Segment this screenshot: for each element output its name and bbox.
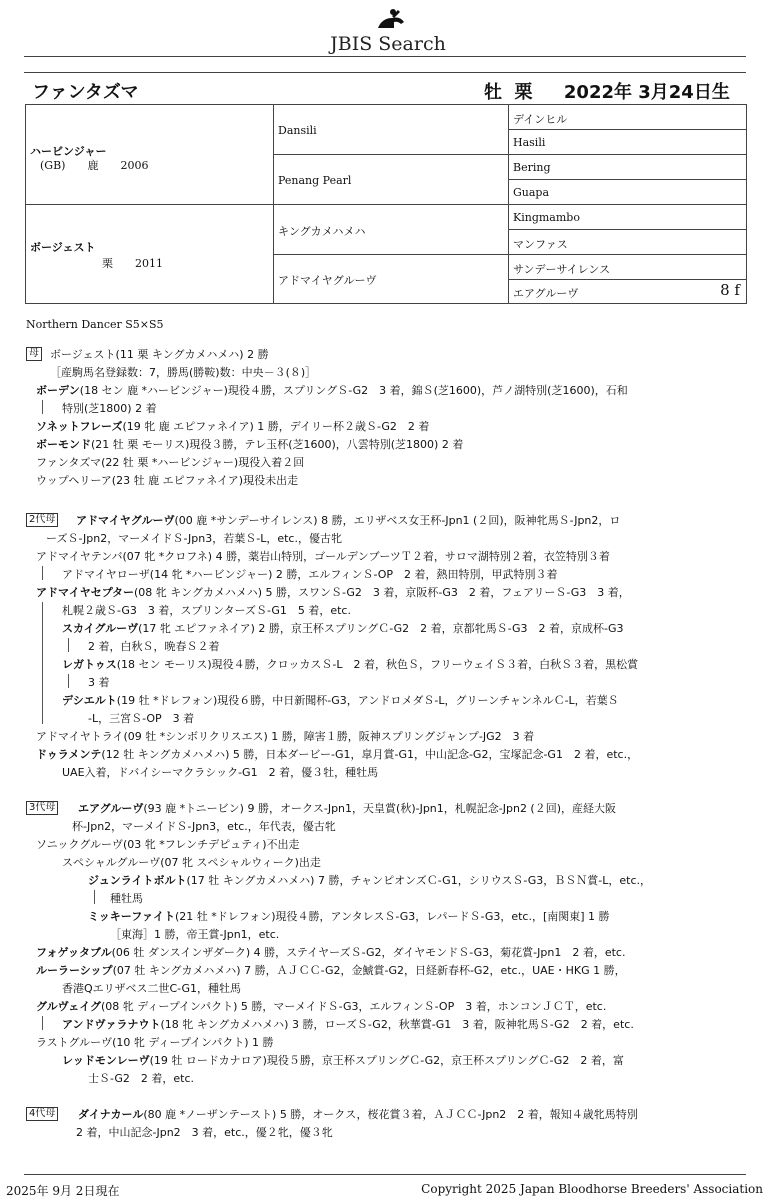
entry-line [88, 908, 610, 924]
header-rule-2 [24, 72, 746, 73]
entry-line [88, 710, 194, 726]
entry-text: 3 着 [88, 676, 110, 689]
entry-line [110, 890, 143, 906]
entry-text: ファンタズマ(22 牡 栗 *ハービンジャー)現役入着２回 [36, 456, 305, 469]
entry-line [88, 872, 651, 888]
horse-name-bold: エアグルーヴ [78, 802, 144, 815]
sire-name: ハービンジャー [30, 145, 107, 158]
footer-date: 2025年 9月 2日現在 [6, 1184, 120, 1198]
entry-line [62, 400, 157, 416]
header-rule [24, 56, 746, 57]
pedigree-sire-cell [26, 105, 274, 205]
entry-text: (93 鹿 *トニービン) 9 勝，オークス-Jpn1，天皇賞(秋)-Jpn1，札幌記念-Jpn2 (２回)，産経大阪 [143, 802, 617, 815]
dam-info: 栗 2011 [102, 257, 163, 270]
entry-line [88, 674, 110, 690]
sire-dam-name: Penang Pearl [278, 174, 352, 187]
entry-line [36, 728, 534, 744]
entry-line [36, 584, 630, 600]
pedigree-g3-cell [509, 155, 746, 180]
indent-bar [42, 1016, 43, 1030]
entry-text: スペシャルグルーヴ(07 牝 スペシャルウィーク)出走 [62, 856, 321, 869]
entry-text: (08 牝 キングカメハメハ) 5 勝，スワンＳ-G2 3 着，京阪杯-G3 2 着，フェアリーＳ-G3 3 着， [134, 586, 630, 599]
horse-name-bold: ジュンライトボルト [88, 874, 187, 887]
entry-line [36, 454, 304, 470]
entry-line [76, 1124, 333, 1140]
entry-text: 札幌２歳Ｓ-G3 3 着，スプリンターズＳ-G1 5 着，etc. [62, 604, 351, 617]
sire-sire-name: Dansili [278, 124, 317, 137]
entry-line [62, 620, 624, 636]
entry-text: (08 牝 ディープインパクト) 5 勝，マーメイドＳ-G3，エルフィンＳ-OP 3 着，ホンコンＪＣＴ，etc. [101, 1000, 607, 1013]
dam-sire-name: キングカメハメハ [278, 225, 366, 238]
entry-text: (19 牡 ロードカナロア)現役５勝，京王杯スプリングＣ-G2，京王杯スプリングＣ-G2 2 着，富 [149, 1054, 624, 1067]
jbis-logo [0, 6, 775, 56]
entry-text: 種牡馬 [110, 892, 143, 905]
entry-line [36, 746, 638, 762]
entry-text: (19 牝 鹿 エピファネイア) 1 勝，デイリー杯２歳Ｓ-G2 2 着 [122, 420, 430, 433]
pedigree-g3-cell [509, 230, 746, 255]
pedigree-g3-cell [509, 180, 746, 205]
entry-text: ソニックグルーヴ(03 牝 *フレンチデピュティ)不出走 [36, 838, 300, 851]
horse-color: 栗 [514, 82, 533, 103]
dam-dam-name: アドマイヤグルーヴ [278, 274, 377, 287]
horse-name-bold: レッドモンレーヴ [62, 1054, 150, 1067]
entry-line [36, 436, 463, 452]
entry-text: ［東海］1 勝，帝王賞-Jpn1，etc. [110, 928, 280, 941]
entry-line [62, 854, 321, 870]
entry-text: アドマイヤローザ(14 牝 *ハービンジャー) 2 勝，エルフィンＳ-OP 2 着，熱田特別，甲武特別３着 [62, 568, 558, 581]
entry-text: 杯-Jpn2，マーメイドＳ-Jpn3，etc.，年代表，優古牝 [72, 820, 336, 833]
pedigree-sire-sire-cell [274, 105, 509, 155]
entry-text: ウップヘリーア(23 牡 鹿 エピファネイア)現役未出走 [36, 474, 299, 487]
horse-name-bold: ドゥラメンテ [36, 748, 102, 761]
entry-text: 2 着，白秋Ｓ，晩春Ｓ２着 [88, 640, 220, 653]
entry-line [36, 548, 610, 564]
horse-name-bold: ソネットフレーズ [36, 420, 123, 433]
horse-name-bold: ボーモンド [36, 438, 91, 451]
entry-text: UAE入着，ドバイシーマクラシック-G1 2 着，優３牡，種牡馬 [62, 766, 379, 779]
entry-line [62, 980, 241, 996]
entry-line [36, 382, 628, 398]
entry-line [62, 602, 351, 618]
g3-name: デインヒル [513, 113, 568, 126]
entry-line [110, 926, 279, 942]
g3-name: Guapa [513, 186, 550, 199]
horse-name-bold: ボーデン [36, 384, 80, 397]
horse-name-bold: デシエルト [62, 694, 117, 707]
entry-text: (17 牝 エピファネイア) 2 勝，京王杯スプリングＣ-G2 2 着，京都牝馬Ｓ-G3 2 着，京成杯-G3 [138, 622, 624, 635]
pedigree-dam-sire-cell [274, 205, 509, 255]
g3-name: Bering [513, 161, 551, 174]
indent-bar [68, 638, 69, 652]
horse-sex: 牡 [484, 82, 502, 103]
entry-text: ボージェスト(11 栗 キングカメハメハ) 2 勝 [50, 348, 269, 361]
indent-bar [42, 400, 43, 414]
entry-text: 士Ｓ-G2 2 着，etc. [88, 1072, 195, 1085]
entry-line [88, 638, 220, 654]
entry-text: (18 セン モーリス)現役４勝，クロッカスＳ-L 2 着，秋色Ｓ，フリーウェイＳ３着，白秋Ｓ３着，黒松賞 [116, 658, 639, 671]
entry-line [78, 1106, 638, 1122]
entry-text: アドマイヤテンバ(07 牝 *クロフネ) 4 勝，薬岩山特別，ゴールデンブーツＴ２着，サロマ湖特別２着，衣笠特別３着 [36, 550, 610, 563]
entry-text: (80 鹿 *ノーザンテースト) 5 勝，オークス，桜花賞３着，ＡＪＣＣ-Jpn2 2 着，報知４歳牝馬特別 [143, 1108, 638, 1121]
logo-text: JBIS Search [329, 33, 446, 55]
dam-name: ボージェスト [30, 241, 96, 254]
entry-text: アドマイヤトライ(09 牡 *シンボリクリスエス) 1 勝，障害１勝，阪神スプリングジャンプ-JG2 3 着 [36, 730, 535, 743]
pedigree-g3-cell [509, 205, 746, 230]
indent-bar [68, 674, 69, 688]
horse-name-bold: アドマイヤグルーヴ [76, 514, 175, 527]
entry-line [36, 962, 626, 978]
indent-bar [42, 566, 43, 580]
entry-text: (18 セン 鹿 *ハービンジャー)現役４勝，スプリングＳ-G2 3 着，錦Ｓ(芝1600)，芦ノ湖特別(芝1600)，石和 [79, 384, 628, 397]
entry-text: (12 牡 キングカメハメハ) 5 勝，日本ダービー-G1，皐月賞-G1，中山記念-G2，宝塚記念-G1 2 着，etc.， [101, 748, 639, 761]
entry-line [36, 1034, 274, 1050]
pedigree-sire-dam-cell [274, 155, 509, 205]
entry-text: (18 牝 キングカメハメハ) 3 勝，ローズＳ-G2，秋華賞-G1 3 着，阪神牝馬Ｓ-G2 2 着，etc. [160, 1018, 634, 1031]
horse-meta [484, 78, 730, 104]
entry-line [62, 656, 638, 672]
section-tag: 2代母 [26, 512, 64, 527]
entry-text: (21 牡 栗 モーリス)現役３勝，テレ玉杯(芝1600)，八雲特別(芝1800) 2 着 [91, 438, 464, 451]
horse-name-bold: フォゲッタブル [36, 946, 112, 959]
sire-info: (GB) 鹿 2006 [40, 159, 149, 172]
pedigree-g3-cell [509, 105, 746, 130]
entry-line [50, 346, 269, 362]
entry-text: (07 牡 キングカメハメハ) 7 勝，ＡＪＣＣ-G2，金鯱賞-G2，日経新春杯-G2，etc.，UAE・HKG 1 勝， [112, 964, 626, 977]
entry-text: (19 牡 *ドレフォン)現役６勝，中日新聞杯-G3，アンドロメダＳ-L，グリーンチャンネルＣ-L，若葉Ｓ [116, 694, 619, 707]
entry-line [62, 566, 558, 582]
entry-line [36, 998, 606, 1014]
g3-name: Hasili [513, 136, 546, 149]
entry-text: 香港Qエリザベス二世C-G1，種牡馬 [62, 982, 242, 995]
entry-text: (17 牡 キングカメハメハ) 7 勝，チャンピオンズＣ-G1，シリウスＳ-G3，ＢＳＮ賞-L，etc.， [186, 874, 651, 887]
pedigree-table [25, 104, 747, 304]
horse-name-bold: アドマイヤセプター [36, 586, 135, 599]
entry-text: ［産駒馬名登録数：7，勝馬(勝鞍)数：中央－３(８)］ [50, 366, 317, 379]
horse-name-bold: グルヴェイグ [36, 1000, 102, 1013]
entry-line [50, 364, 316, 380]
section-tag: 3代母 [26, 800, 64, 815]
g3-name: マンファス [513, 238, 568, 251]
entry-line [76, 512, 620, 528]
footer-rule [24, 1174, 746, 1175]
entry-text: ラストグルーヴ(10 牝 ディープインパクト) 1 勝 [36, 1036, 274, 1049]
entry-line [62, 1052, 624, 1068]
entry-text: ーズＳ-Jpn2，マーメイドＳ-Jpn3，若葉Ｓ-L，etc.，優古牝 [46, 532, 342, 545]
entry-text: 特別(芝1800) 2 着 [62, 402, 157, 415]
entry-text: 2 着，中山記念-Jpn2 3 着，etc.，優２牝，優３牝 [76, 1126, 333, 1139]
pedigree-g3-cell [509, 130, 746, 155]
horse-rider-icon [378, 9, 404, 28]
g3-name: サンデーサイレンス [513, 263, 611, 276]
pedigree-g3-cell [509, 280, 746, 303]
section-tag: 母 [26, 346, 48, 361]
entry-line [72, 818, 336, 834]
indent-bar [94, 890, 95, 904]
inbreeding-note: Northern Dancer S5×S5 [26, 318, 164, 331]
horse-birth: 2022年 3月24日生 [563, 82, 730, 103]
entry-line [88, 1070, 194, 1086]
entry-text: (00 鹿 *サンデーサイレンス) 8 勝，エリザベス女王杯-Jpn1 (２回)，阪神牝馬Ｓ-Jpn2，ロ [174, 514, 621, 527]
horse-name-bold: レガトゥス [62, 658, 117, 671]
g3-name: Kingmambo [513, 211, 580, 224]
pedigree-dam-dam-cell [274, 255, 509, 303]
footer-copyright: Copyright 2025 Japan Bloodhorse Breeders' Association [421, 1182, 763, 1196]
horse-name-bold: ルーラーシップ [36, 964, 113, 977]
entry-line [36, 418, 429, 434]
indent-bar [42, 602, 43, 724]
entry-line [36, 944, 625, 960]
entry-line [78, 800, 616, 816]
horse-name-bold: スカイグルーヴ [62, 622, 139, 635]
entry-text: (06 牡 ダンスインザダーク) 4 勝，ステイヤーズＳ-G2，ダイヤモンドＳ-G3，菊花賞-Jpn1 2 着，etc. [111, 946, 626, 959]
g3-name: エアグルーヴ [513, 287, 579, 300]
horse-name: ファンタズマ [32, 82, 139, 103]
entry-text: (21 牡 *ドレフォン)現役４勝，アンタレスＳ-G3，レパードＳ-G3，etc.，[南関東] 1 勝 [175, 910, 610, 923]
entry-line [36, 472, 298, 488]
entry-line [62, 764, 378, 780]
section-tag: 4代母 [26, 1106, 64, 1121]
horse-name-bold: アンドヴァラナウト [62, 1018, 161, 1031]
horse-name-bold: ミッキーファイト [88, 910, 176, 923]
horse-name-bold: ダイナカール [78, 1108, 144, 1121]
entry-line [46, 530, 342, 546]
pedigree-g3-cell [509, 255, 746, 280]
entry-text: -L，三宮Ｓ-OP 3 着 [88, 712, 195, 725]
entry-line [62, 1016, 634, 1032]
entry-line [36, 836, 300, 852]
pedigree-dam-cell [26, 205, 274, 303]
family-number: 8 f [720, 281, 740, 299]
entry-line [62, 692, 619, 708]
